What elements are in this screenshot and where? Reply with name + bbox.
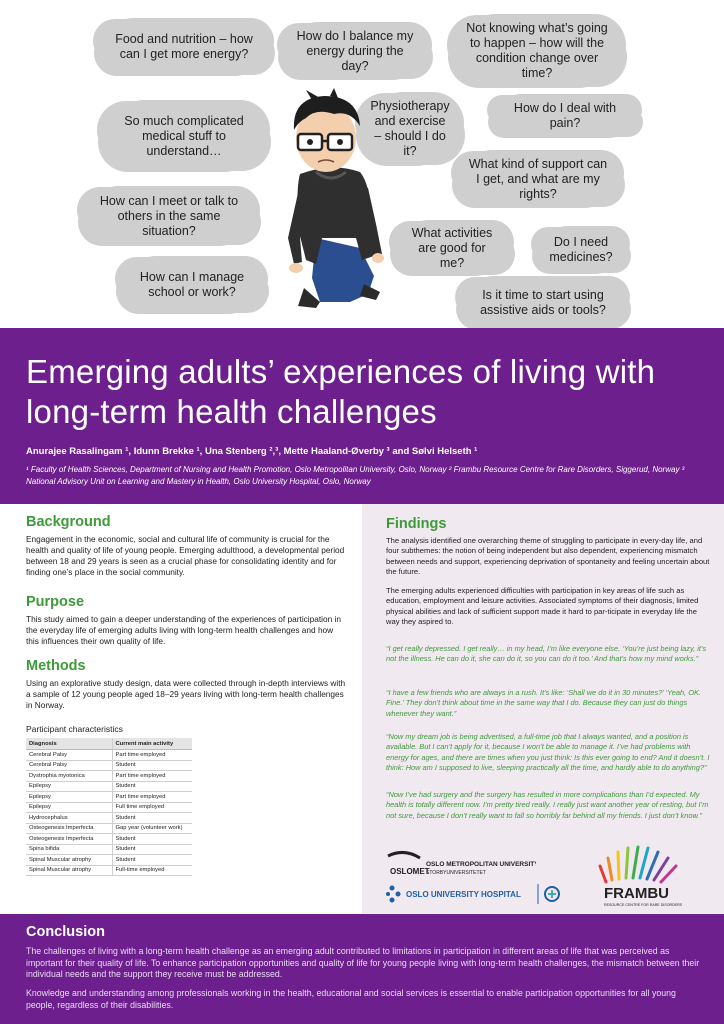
table-row — [26, 792, 192, 803]
oslomet-name: OSLO METROPOLITAN UNIVERSITY — [426, 861, 536, 868]
table-cell: Student — [112, 834, 192, 845]
oslo-university-hospital-logo — [386, 882, 566, 906]
column-header: Current main activity — [112, 738, 192, 750]
table-row — [26, 844, 192, 855]
table-row — [26, 813, 192, 824]
quote: “I get really depressed. I get really… in my head, I’m like everyone else. ‘You’re just being lazy, it’s not the illness. He can do it, she can do it, so you can do it too.’ And that’s how my mind works.” — [386, 644, 707, 664]
background-heading: Background — [26, 514, 111, 530]
thought-cloud: What activities are good for me? — [396, 224, 508, 272]
table-cell: Student — [112, 813, 192, 824]
findings-text-2: The emerging adults experienced difficulties with participation in key areas of life such as education, employment and leisure activities. Associated symptoms of their diagnosis, limited physical abilities and lack of sufficient support made it hard to par-ticipate in everyday life the way they aspired to. — [386, 586, 699, 626]
quote: “I have a few friends who are always in a rush. It’s like: ‘Shall we do it in 30 minutes?’ ‘Yeah, OK. Fine.’ They don’t think about time in the same way that I do. Because they can just do things whenever they want.” — [386, 688, 701, 718]
table-row — [26, 834, 192, 845]
participants-table — [26, 738, 192, 876]
frambu-subtitle: RESOURCE CENTRE FOR RARE DISORDERS — [604, 903, 683, 907]
table-cell: Full-time employed — [112, 865, 192, 876]
table-row — [26, 781, 192, 792]
conclusion-band — [0, 914, 724, 1024]
table-cell: Epilepsy — [26, 802, 112, 813]
table-cell: Part time employed — [112, 771, 192, 782]
background-text: Engagement in the economic, social and cultural life of community is crucial for the health and quality of life of young people. Emerging adulthood, a developmental period between 18 and 29 years is seen as a crucial phase for consolidating identity and for finding one’s place in the social community. — [26, 534, 345, 577]
quote: “Now I’ve had surgery and the surgery has resulted in more complications than I’d expected. My health is totally different now. I’m pretty tired really. I really just want another year of resting, but I’m not sure, because I don’t really want to fall so horribly far behind all my friends. I just don’t know.” — [386, 790, 709, 820]
quote: “Now my dream job is being advertised, a full-time job that I always wanted, and a position is available. But I can’t apply for it, because I won’t be able to manage it. I’ve had problems with energy for ages, and there are times when you just think: Is this ever going to end? And it doesn’t. I think: How am I supposed to live, sleeping practically all the time, and hardly able to do anything?” — [386, 732, 710, 772]
oslomet-subtitle: STORBYUNIVERSITETET — [426, 870, 486, 876]
oslomet-mark-text: OSLOMET — [390, 867, 430, 876]
thought-cloud: What kind of support can I get, and what are my rights? — [458, 154, 618, 204]
table-cell: Spinal Muscular atrophy — [26, 865, 112, 876]
table-cell: Student — [112, 781, 192, 792]
table-cell: Student — [112, 844, 192, 855]
table-cell: Epilepsy — [26, 781, 112, 792]
thought-cloud: Physiotherapy and exercise – should I do it? — [362, 96, 458, 162]
thought-cloud: How can I meet or talk to others in the same situation? — [84, 190, 254, 242]
table-row — [26, 750, 192, 761]
table-cell: Epilepsy — [26, 792, 112, 803]
thought-cloud: How do I deal with pain? — [494, 98, 636, 134]
findings-text-1: The analysis identified one overarching theme of struggling to participate in every-day life, and four subthemes: the notion of being independent but also dependent, experiencing mismatch between needs and support, experiencing deprivation of spontaneity and feeling uncertain about the future. — [386, 536, 710, 576]
purpose-text: This study aimed to gain a deeper understanding of the experiences of participation in the everyday life of emerging adults living with long-term health challenges and how this influences their own quality of life. — [26, 614, 342, 646]
conclusion-text-1: The challenges of living with a long-term health challenge as an emerging adult contributed to limitations in participation in different areas of life that was perceived as important for their quality of life. To enhance participation opportunities and quality of life for young people living with long-term health challenges, the mismatch between their individual needs and the support they receive must be addressed. — [26, 946, 700, 979]
column-header: Diagnosis — [26, 738, 112, 750]
conclusion-heading: Conclusion — [26, 924, 105, 940]
table-cell: Part time employed — [112, 750, 192, 761]
poster-title: Emerging adults’ experiences of living with long-term health challenges — [26, 353, 656, 430]
oslomet-logo — [386, 850, 536, 880]
methods-text: Using an explorative study design, data were collected through in-depth interviews with a sample of 12 young people aged 18–29 years living with long-term health challenges in Norway. — [26, 678, 346, 710]
thought-cloud: Not knowing what’s going to happen – how will the condition change over time? — [454, 18, 620, 84]
thought-cloud: Do I need medicines? — [538, 230, 624, 270]
table-row — [26, 802, 192, 813]
table-cell: Student — [112, 855, 192, 866]
table-row — [26, 760, 192, 771]
table-cell: Dystrophia myotonica — [26, 771, 112, 782]
participants-label: Participant characteristics — [26, 724, 123, 734]
thought-cloud: How do I balance my energy during the day? — [284, 26, 426, 76]
table-cell: Full time employed — [112, 802, 192, 813]
table-row — [26, 855, 192, 866]
table-row — [26, 865, 192, 876]
table-cell: Cerebral Palsy — [26, 760, 112, 771]
frambu-name: FRAMBU — [604, 885, 669, 902]
table-cell: Spinal Muscular atrophy — [26, 855, 112, 866]
title-band — [0, 328, 724, 504]
table-cell: Gap year (volunteer work) — [112, 823, 192, 834]
left-column — [0, 504, 362, 914]
table-cell: Cerebral Palsy — [26, 750, 112, 761]
thought-cloud: How can I manage school or work? — [122, 260, 262, 310]
authors: Anurajee Rasalingam ¹, Idunn Brekke ¹, Una Stenberg ²,³, Mette Haaland-Øverby ³ and Sølvi Helseth ¹ — [26, 446, 478, 457]
hospital-dots-icon — [386, 882, 566, 906]
table-cell: Osteogenesis Imperfecta — [26, 834, 112, 845]
thought-cloud: Is it time to start using assistive aids or tools? — [462, 280, 624, 326]
thought-cloud: Food and nutrition – how can I get more energy? — [100, 22, 268, 72]
table-cell: Spina bifida — [26, 844, 112, 855]
table-cell: Student — [112, 760, 192, 771]
oslomet-mark-icon — [386, 850, 536, 880]
hospital-name: OSLO UNIVERSITY HOSPITAL — [406, 890, 521, 899]
table-cell: Osteogenesis Imperfecta — [26, 823, 112, 834]
table-header-row — [26, 738, 192, 750]
table-cell: Hydrocephalus — [26, 813, 112, 824]
purpose-heading: Purpose — [26, 594, 85, 610]
affiliations: ¹ Faculty of Health Sciences, Department of Nursing and Health Promotion, Oslo Metropolitan University, Oslo, Norway ² Frambu Resource Centre for Rare Disorders, Siggerud, Norway ³ National Advisory Unit on Learning and Mastery in Health, Oslo University Hospital, Oslo, Norway — [26, 465, 685, 486]
methods-heading: Methods — [26, 658, 86, 674]
frambu-logo — [592, 844, 702, 910]
findings-heading: Findings — [386, 516, 447, 532]
findings-panel — [362, 504, 724, 914]
thought-cloud: So much complicated medical stuff to understand… — [104, 104, 264, 168]
frambu-rays-icon — [592, 844, 702, 910]
character-illustration — [276, 88, 386, 310]
table-row — [26, 771, 192, 782]
conclusion-text-2: Knowledge and understanding among professionals working in the health, educational and social services is essential to enable participation opportunities for all young people, regardless of their disabilities. — [26, 988, 676, 1010]
illustration-area — [0, 0, 724, 328]
table-row — [26, 823, 192, 834]
table-cell: Part time employed — [112, 792, 192, 803]
